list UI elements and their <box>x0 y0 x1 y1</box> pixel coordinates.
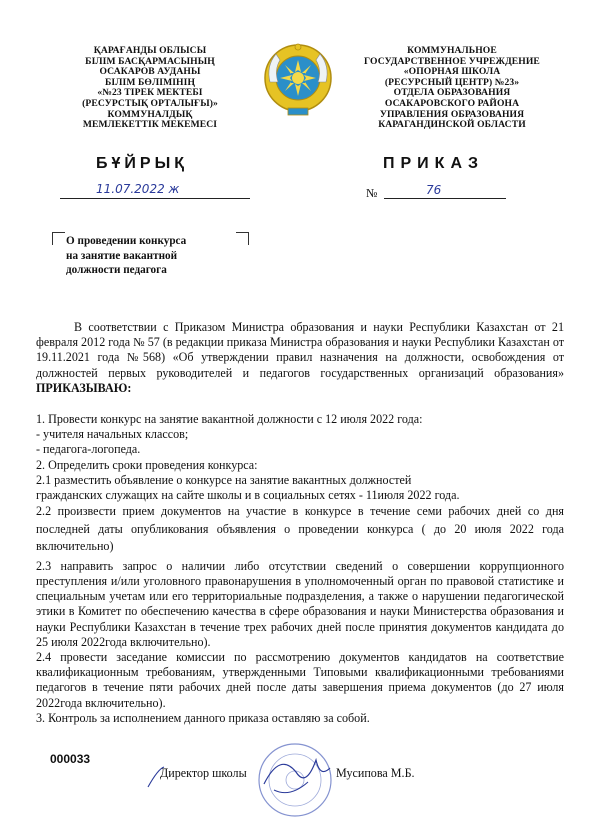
signature-role: Директор школы <box>160 766 247 780</box>
item-2: 2. Определить сроки проведения конкурса: <box>36 457 258 472</box>
order-title-kz: БҰЙРЫҚ <box>96 155 188 172</box>
date-underline <box>60 198 250 199</box>
header-ru-organization: КОММУНАЛЬНОЕ ГОСУДАРСТВЕННОЕ УЧРЕЖДЕНИЕ «ОПОРНАЯ ШКОЛА (РЕСУРСНЫЙ ЦЕНТР) №23» ОТДЕЛА ОБРАЗОВАНИЯ ОСАКАРОВСКОГО РАЙОНА УПРАВЛЕНИЯ ОБРАЗОВАНИЯ КАРАГАНДИНСКОЙ ОБЛАСТИ <box>364 45 540 131</box>
item-1b: - педагога-логопеда. <box>36 442 141 457</box>
number-underline <box>384 198 506 199</box>
order-number-prefix: № <box>366 186 378 200</box>
signature-name: Мусипова М.Б. <box>336 766 415 780</box>
item-2-3: 2.3 направить запрос о наличии либо отсутствии сведений о совершении коррупционного преступления и/или уголовного правонарушения в уполномоченный орган по правовой статистике и специальным учетам или его территориальные подразделения, а также о нарушении педагогической этики в Комитет по обеспечению качества в сфере образования и науки Министерства образования и науки Республики Казахстан в течение трех рабочих дней после принятия документов кандидата до 25 июля 2022года включительно). <box>36 558 564 649</box>
registration-number: 000033 <box>50 752 91 766</box>
state-emblem-icon <box>262 42 334 118</box>
order-title-ru: ПРИКАЗ <box>383 155 485 172</box>
item-1: 1. Провести конкурс на занятие вакантной должности с 12 июля 2022 года: <box>36 412 423 426</box>
school-seal-icon <box>250 738 340 822</box>
item-2-1a: 2.1 разместить объявление о конкурсе на занятие вакантных должностей <box>36 472 412 487</box>
subject-bracket-left <box>52 232 65 245</box>
header-kz-organization: ҚАРАҒАНДЫ ОБЛЫСЫ БІЛІМ БАСҚАРМАСЫНЫҢ ОСАКАРОВ АУДАНЫ БІЛІМ БӨЛІМІНІҢ «№23 ТІРЕК МЕКТЕБІ (РЕСУРСТЫҚ ОРТАЛЫҒЫ)» КОММУНАЛДЫҚ МЕМЛЕКЕТТІК МЕКЕМЕСІ <box>82 45 218 131</box>
item-2-2: 2.2 произвести прием документов на участие в конкурсе в течение семи рабочих дней со дня последней даты опубликования объявления о проведении конкурса ( до 20 июля 2022 года включительно) <box>36 504 564 554</box>
item-1a: - учителя начальных классов; <box>36 427 189 442</box>
item-2-1b: гражданских служащих на сайте школы и в социальных сетях - 11июля 2022 года. <box>36 488 460 503</box>
order-word: ПРИКАЗЫВАЮ: <box>36 380 132 395</box>
item-2-4: 2.4 провести заседание комиссии по рассмотрению документов кандидатов на соответствие квалификационным требованиям, утвержденными Типовыми квалификационными требованиями педагогов в течение пяти рабочих дней после даты завершения приема документов (до 27 июля 2022года включительно). <box>36 649 564 710</box>
order-subject: О проведении конкурса на занятие вакантной должности педагога <box>66 235 187 276</box>
order-items <box>36 412 564 726</box>
item-3: 3. Контроль за исполнением данного приказа оставляю за собой. <box>36 710 370 725</box>
order-number-handwritten: 76 <box>426 183 442 197</box>
preamble-text: В соответствии с Приказом Министра образования и науки Республики Казахстан от 21 февраля 2012 года № 57 (в редакции приказа Министра образования и науки Республики Казахстан от 19.11.2021 года №568) «Об утверждении правил назначения на должности, освобождения от должностей первых руководителей и педагогов государственных организаций образования» <box>36 320 564 380</box>
preamble-paragraph <box>36 320 564 396</box>
order-date-handwritten: 11.07.2022 ж <box>96 182 180 196</box>
